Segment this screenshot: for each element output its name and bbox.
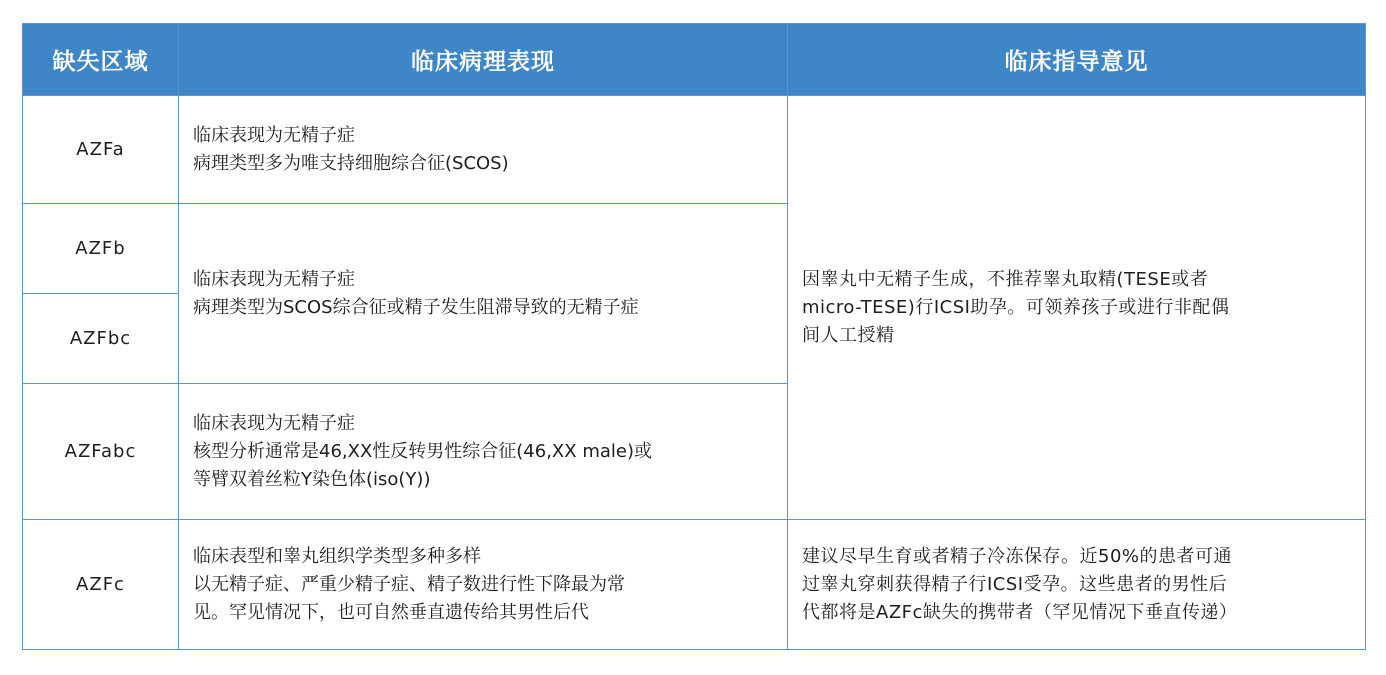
table-row <box>23 96 1366 204</box>
pathology-cell <box>179 520 788 650</box>
region-cell: AZFa <box>23 96 179 204</box>
pathology-line: 临床表现为无精子症 <box>193 412 355 434</box>
pathology-line: 病理类型多为唯支持细胞综合征(SCOS) <box>193 152 509 174</box>
shared-guidance-cell <box>788 96 1366 520</box>
pathology-line: 临床表型和睾丸组织学类型多种多样 <box>193 545 481 567</box>
region-cell: AZFc <box>23 520 179 650</box>
azf-deletion-table <box>22 23 1366 650</box>
guidance-line: 过睾丸穿刺获得精子行ICSI受孕。这些患者的男性后 <box>802 573 1228 595</box>
region-cell: AZFbc <box>23 294 179 384</box>
pathology-line: 临床表现为无精子症 <box>193 268 355 290</box>
pathology-line: 核型分析通常是46,XX性反转男性综合征(46,XX male)或 <box>193 440 652 462</box>
region-cell: AZFb <box>23 204 179 294</box>
pathology-line: 等臂双着丝粒Y染色体(iso(Y)) <box>193 468 431 490</box>
guidance-line: 代都将是AZFc缺失的携带者（罕见情况下垂直传递） <box>802 601 1238 623</box>
table-row <box>23 520 1366 650</box>
guidance-cell <box>788 520 1366 650</box>
pathology-cell <box>179 384 788 520</box>
pathology-cell <box>179 96 788 204</box>
region-cell: AZFabc <box>23 384 179 520</box>
header-pathology: 临床病理表现 <box>179 24 788 96</box>
guidance-line: 间人工授精 <box>802 324 895 346</box>
guidance-line: micro-TESE)行ICSI助孕。可领养孩子或进行非配偶 <box>802 296 1230 318</box>
header-guidance: 临床指导意见 <box>788 24 1366 96</box>
guidance-line: 建议尽早生育或者精子冷冻保存。近50%的患者可通 <box>802 545 1233 567</box>
table-header-row <box>23 24 1366 96</box>
guidance-line: 因睾丸中无精子生成，不推荐睾丸取精(TESE或者 <box>802 268 1209 290</box>
pathology-line: 见。罕见情况下，也可自然垂直遗传给其男性后代 <box>193 601 589 623</box>
pathology-line: 临床表现为无精子症 <box>193 124 355 146</box>
pathology-cell <box>179 204 788 384</box>
pathology-line: 以无精子症、严重少精子症、精子数进行性下降最为常 <box>193 573 625 595</box>
header-region: 缺失区域 <box>23 24 179 96</box>
pathology-line: 病理类型为SCOS综合征或精子发生阻滞导致的无精子症 <box>193 296 639 318</box>
